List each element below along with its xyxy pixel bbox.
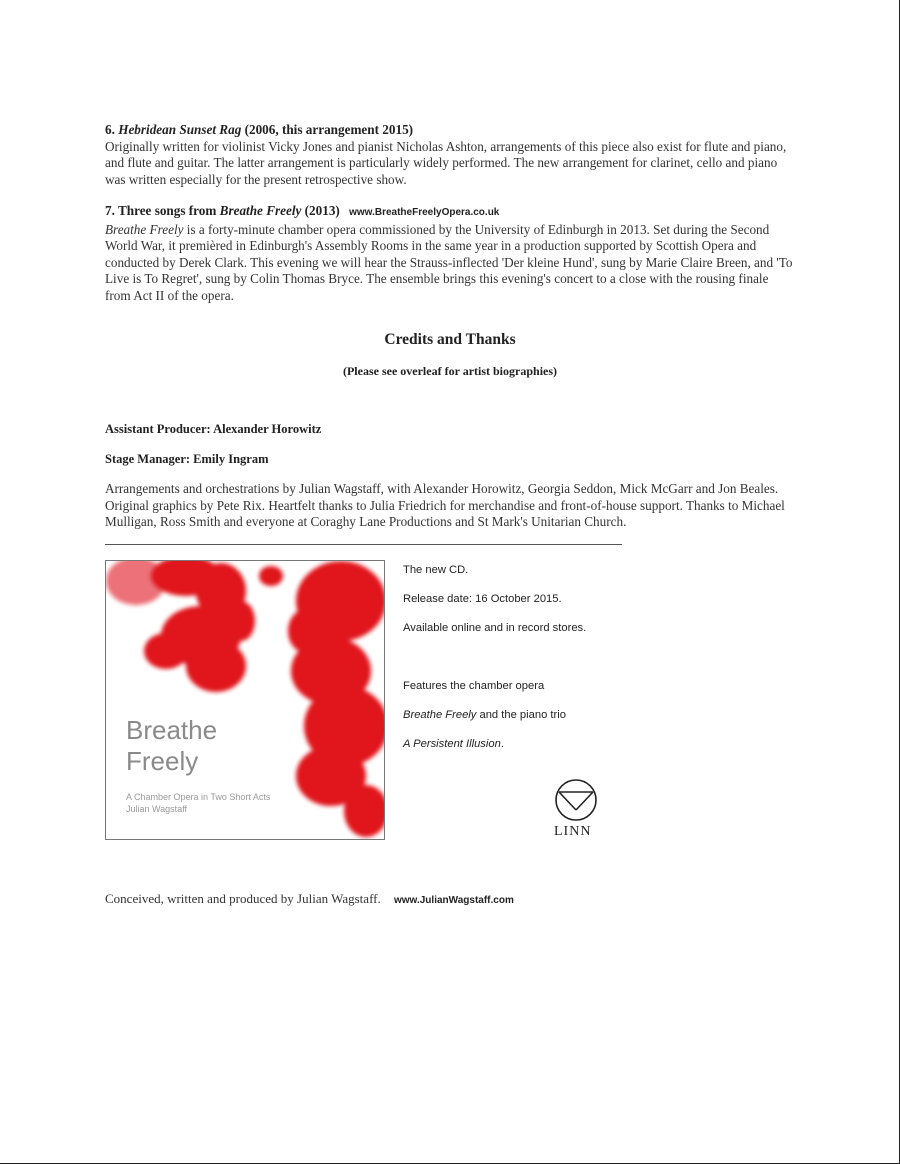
assistant-producer: Assistant Producer: Alexander Horowitz [105,422,322,436]
footer-credit: Conceived, written and produced by Julian Wagstaff. [105,891,381,906]
cd-features: Features the chamber opera [403,680,545,692]
stage-manager: Stage Manager: Emily Ingram [105,452,269,466]
composer-website-link[interactable]: www.JulianWagstaff.com [394,895,514,906]
thanks-paragraph: Arrangements and orchestrations by Julian Wagstaff, with Alexander Horowitz, Georgia Seddon, Mick McGarr and Jon Beales. Original graphics by Pete Rix. Heartfelt thanks to Julia Friedrich for merchandise and front-of-house support. Thanks to Michael Mulligan, Ross Smith and everyone at Coraghy Lane Productions and St Mark's Unitarian Church. [105,481,785,530]
section-7-body: Breathe Freely is a forty-minute chamber opera commissioned by the University of Edinburgh in 2013. Set during the Second World War, it premièred in Edinburgh's Assembly Rooms in the same year in a production supported by Scottish Opera and conducted by Derek Clark. This evening we will hear the Strauss-inflected 'Der kleine Hund', sung by Marie Claire Breen, and 'To Live is To Regret', sung by Colin Thomas Bryce. The ensemble brings this evening's concert to a close with the rousing finale from Act II of the opera. [105,221,793,303]
cd-features-line3: A Persistent Illusion. [403,738,504,750]
opera-website-link[interactable]: www.BreatheFreelyOpera.co.uk [349,207,500,218]
footer [105,891,514,907]
cd-release-date: Release date: 16 October 2015. [403,593,562,605]
section-7-heading: 7. Three songs from Breathe Freely (2013) www.BreatheFreelyOpera.co.uk [105,203,500,218]
section-6-heading: 6. Hebridean Sunset Rag (2006, this arrangement 2015) [105,122,414,137]
cd-note-line: The new CD. [403,564,469,576]
cd-availability: Available online and in record stores. [403,622,587,634]
section-6-work-title: Hebridean Sunset Rag [118,122,242,137]
divider [105,544,622,545]
linn-label: LINN [554,824,592,839]
section-7 [105,203,795,305]
credits-title: Credits and Thanks [384,331,516,348]
cd-features-line2: Breathe Freely and the piano trio [403,709,566,721]
linn-logo-icon [553,778,601,824]
section-7-work-title: Breathe Freely [219,203,302,218]
cd-cover-image [105,560,385,840]
section-6 [105,122,795,188]
cd-cover-title: Breathe Freely [126,715,218,776]
section-6-body: Originally written for violinist Vicky Jones and pianist Nicholas Ashton, arrangements of this piece also exist for flute and piano, and flute and guitar. The latter arrangement is particularly widely performed. The new arrangement for clarinet, cello and piano was written especially for the present retrospective show. [105,138,787,187]
credits-subtitle: (Please see overleaf for artist biographies) [342,364,558,378]
cd-cover-subtitle: A Chamber Opera in Two Short Acts Julian Wagstaff [126,792,271,814]
